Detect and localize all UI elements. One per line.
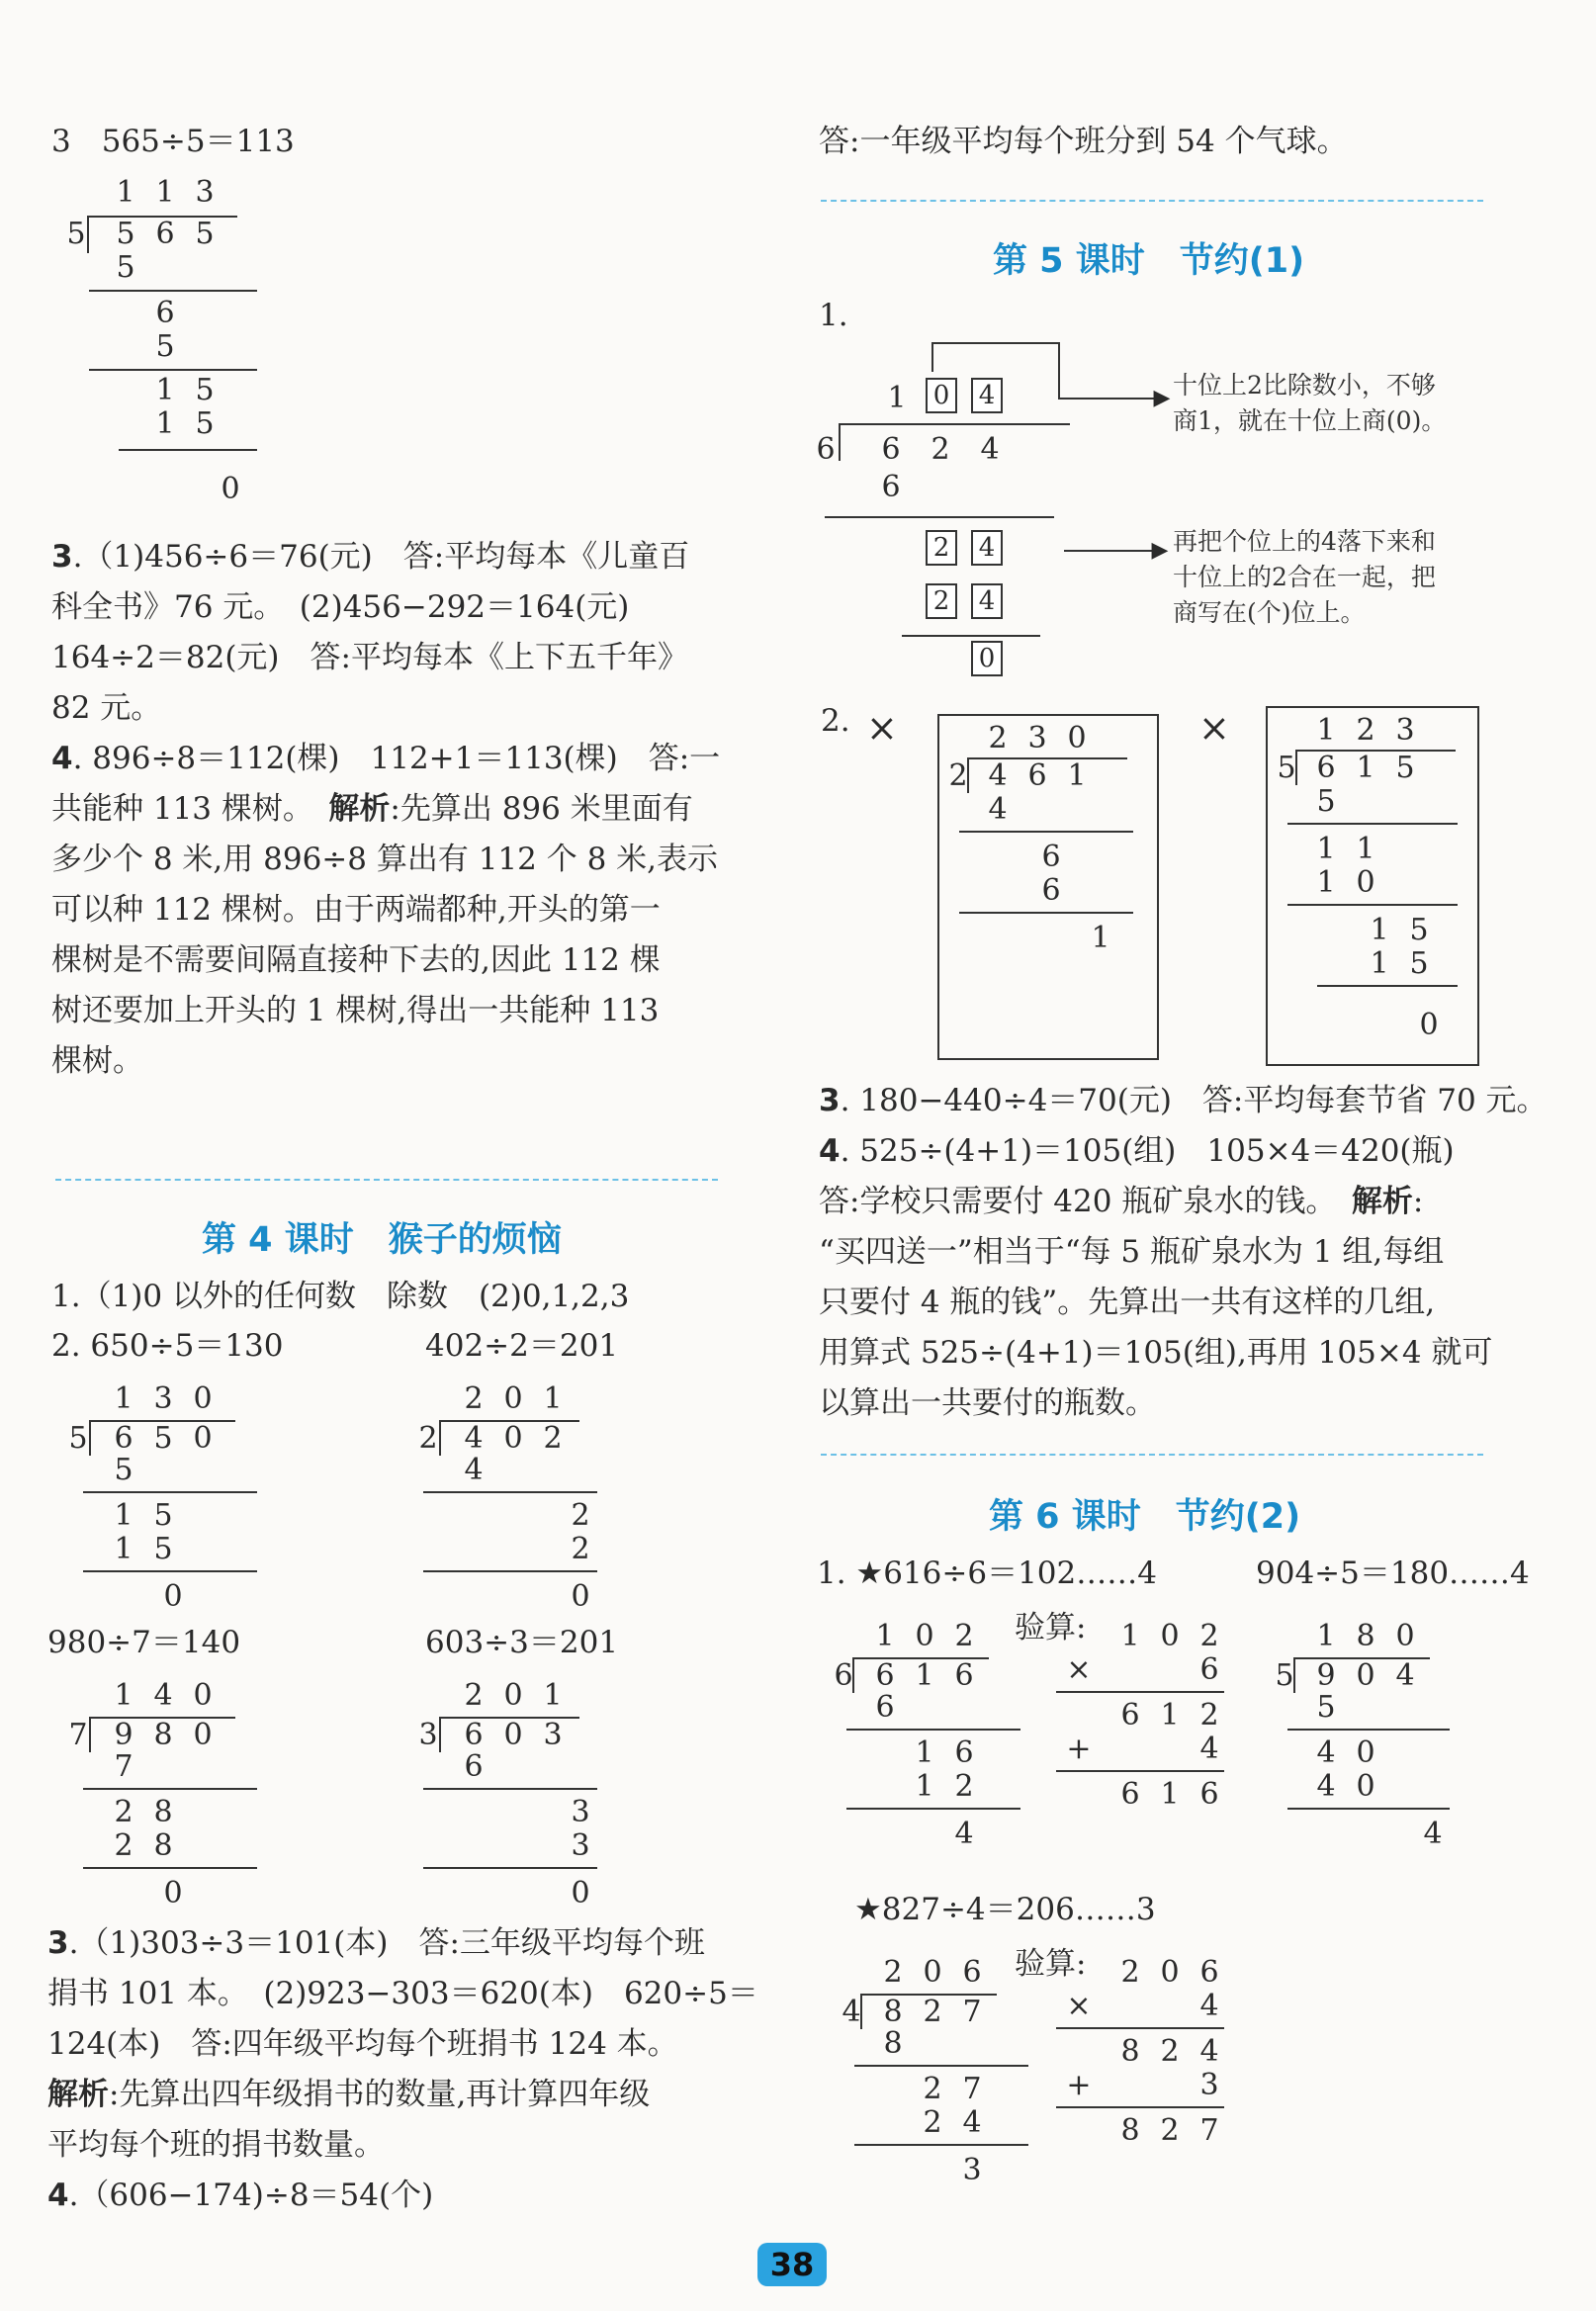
quotient-cell: 0 xyxy=(926,378,957,413)
digit: 1 xyxy=(915,1735,934,1770)
digit: 5 xyxy=(1316,784,1336,819)
digit: 9 xyxy=(114,1718,133,1752)
l4-q2b: 402÷2＝201 xyxy=(425,1328,619,1364)
text-line: 124(本) 答:四年级平均每个班捐书 124 本。 xyxy=(47,2026,678,2062)
text-line: 棵树是不需要间隔直接种下去的,因此 112 棵 xyxy=(51,942,661,978)
rule xyxy=(89,290,257,292)
rule xyxy=(1287,904,1458,906)
digit: 6 xyxy=(962,1955,982,1990)
digit: 2 xyxy=(923,2072,942,2106)
digit: 0 xyxy=(193,1678,213,1713)
text-line: 棵树。 xyxy=(51,1043,143,1079)
section-divider xyxy=(821,200,1483,202)
digit: 1 xyxy=(543,1381,563,1416)
text-line: 科全书》76 元。 (2)456−292＝164(元) xyxy=(51,589,630,625)
l6-q1a: 1. ★616÷6＝102……4 xyxy=(817,1555,1157,1591)
digit: 0 xyxy=(503,1678,523,1713)
divisor: 7 xyxy=(68,1718,88,1752)
digit: 1 xyxy=(1120,1619,1140,1653)
left-answer-block-1 xyxy=(51,532,720,1087)
l4-q2d: 603÷3＝201 xyxy=(425,1625,619,1660)
text-line: 答:学校只需要付 420 瓶矿泉水的钱。 解析: xyxy=(819,1184,1424,1219)
digit: 2 xyxy=(1160,2113,1180,2148)
divisor: 5 xyxy=(1275,1658,1294,1693)
rule xyxy=(1056,1770,1224,1772)
digit: 7 xyxy=(114,1749,133,1784)
digit: 1 xyxy=(114,1381,133,1416)
rule xyxy=(1056,2027,1224,2029)
lesson6-title: 第 6 课时 节约(2) xyxy=(989,1497,1301,1537)
digit: 6 xyxy=(1199,1777,1219,1812)
digit: 2 xyxy=(1199,1698,1219,1733)
rule xyxy=(83,1491,257,1493)
digit: 6 xyxy=(114,1421,133,1456)
quotient-cell: 4 xyxy=(971,378,1003,413)
digit: 3 xyxy=(153,1381,173,1416)
rule xyxy=(423,1491,597,1493)
digit: 4 xyxy=(980,432,1000,467)
division-bar xyxy=(841,423,1070,425)
digit: 4 xyxy=(1199,1732,1219,1766)
connector xyxy=(931,342,933,372)
digit: 6 xyxy=(954,1658,974,1693)
digit: 0 xyxy=(193,1718,213,1752)
digit: 0 xyxy=(221,472,240,506)
digit: 7 xyxy=(962,1995,982,2029)
lesson5-title: 第 5 课时 节约(1) xyxy=(993,241,1305,281)
digit: 6 xyxy=(1120,1777,1140,1812)
digit: 6 xyxy=(464,1749,484,1784)
digit: 0 xyxy=(923,1955,942,1990)
divisor: 2 xyxy=(948,758,968,793)
cross-mark: × xyxy=(866,706,898,750)
digit: 2 xyxy=(114,1795,133,1829)
text-line: 3.（1)456÷6＝76(元) 答:平均每本《儿童百 xyxy=(51,539,690,575)
text-line: 4. 525÷(4+1)＝105(组) 105×4＝420(瓶) xyxy=(819,1133,1455,1169)
digit: 1 xyxy=(155,175,175,210)
digit: 1 xyxy=(1316,713,1336,748)
text-line: 捐书 101 本。 (2)923−303＝620(本) 620÷5＝ xyxy=(47,1976,758,2011)
digit: 8 xyxy=(153,1795,173,1829)
digit: 8 xyxy=(883,2026,903,2061)
digit: 8 xyxy=(153,1718,173,1752)
digit: 0 xyxy=(1395,1619,1415,1653)
step-cell: 4 xyxy=(971,583,1003,619)
digit: 0 xyxy=(1356,1735,1375,1770)
note-line: 商1，就在十位上商(0)。 xyxy=(1173,406,1447,435)
digit: 0 xyxy=(503,1718,523,1752)
left-answer-block-2 xyxy=(47,1918,758,2221)
rule xyxy=(1317,985,1458,987)
digit: 6 xyxy=(1041,873,1061,908)
digit: 2 xyxy=(931,432,950,467)
digit: 1 xyxy=(155,406,175,441)
divisor: 5 xyxy=(1277,751,1296,785)
digit: 7 xyxy=(962,2072,982,2106)
digit: 2 xyxy=(923,2105,942,2140)
digit: 5 xyxy=(116,217,135,251)
digit: 4 xyxy=(464,1421,484,1456)
rule xyxy=(89,369,257,371)
divisor: 5 xyxy=(66,217,86,251)
section-divider xyxy=(55,1179,718,1181)
divisor: 5 xyxy=(68,1421,88,1456)
step-cell: 2 xyxy=(926,583,957,619)
rule xyxy=(423,1570,597,1572)
note-line: 十位上2比除数小，不够 xyxy=(1173,371,1436,400)
digit: 6 xyxy=(1199,1955,1219,1990)
l4-q2a: 2. 650÷5＝130 xyxy=(51,1328,284,1364)
digit: 8 xyxy=(883,1995,903,2029)
digit: 6 xyxy=(875,1690,895,1725)
l6-q1b: 904÷5＝180……4 xyxy=(1256,1555,1530,1591)
rule xyxy=(1287,1729,1450,1731)
section-divider xyxy=(821,1454,1483,1456)
divisor: 2 xyxy=(418,1421,438,1456)
arrow-line xyxy=(1064,550,1153,552)
page-number: 38 xyxy=(757,2243,827,2286)
digit: 0 xyxy=(1160,1955,1180,1990)
right-answer-block xyxy=(819,1076,1548,1429)
cross-mark: × xyxy=(1198,706,1230,750)
digit: 1 xyxy=(1067,758,1087,793)
rule xyxy=(83,1867,257,1869)
digit: 4 xyxy=(464,1453,484,1487)
digit: 2 xyxy=(571,1532,590,1566)
digit: 6 xyxy=(1316,751,1336,785)
lesson4-title: 第 4 课时 猴子的烦恼 xyxy=(202,1220,562,1260)
digit: 1 xyxy=(155,373,175,407)
text-line: 多少个 8 米,用 896÷8 算出有 112 个 8 米,表示 xyxy=(51,842,719,877)
digit: 5 xyxy=(1316,1690,1336,1725)
rule xyxy=(825,516,1054,518)
note-line: 商写在(个)位上。 xyxy=(1173,598,1366,627)
digit: 1 xyxy=(1316,1619,1336,1653)
text-line: 3.（1)303÷3＝101(本) 答:三年级平均每个班 xyxy=(47,1925,705,1961)
digit: 6 xyxy=(1041,840,1061,874)
digit: 6 xyxy=(1199,1652,1219,1687)
note-2 xyxy=(1173,524,1436,631)
digit: 6 xyxy=(1120,1698,1140,1733)
text-line: 3. 180−440÷4＝70(元) 答:平均每套节省 70 元。 xyxy=(819,1083,1548,1118)
text-line: 树还要加上开头的 1 棵树,得出一共能种 113 xyxy=(51,993,660,1028)
digit: 2 xyxy=(114,1828,133,1863)
digit: 0 xyxy=(163,1579,183,1614)
text-line: 164÷2＝82(元) 答:平均每本《上下五千年》 xyxy=(51,640,688,675)
l4-q2c: 980÷7＝140 xyxy=(47,1625,241,1660)
digit: 2 xyxy=(1160,2034,1180,2069)
digit: 1 xyxy=(543,1678,563,1713)
digit: 1 xyxy=(114,1532,133,1566)
digit: 0 xyxy=(1356,865,1375,900)
digit: 5 xyxy=(116,250,135,285)
digit: 0 xyxy=(1067,721,1087,756)
digit: 5 xyxy=(153,1498,173,1533)
rule xyxy=(423,1788,597,1790)
digit: 0 xyxy=(193,1381,213,1416)
arrow-line xyxy=(1058,398,1157,400)
arrow-head: ▶ xyxy=(1153,386,1171,410)
check-label: 验算: xyxy=(1015,1610,1087,1645)
digit: 5 xyxy=(114,1453,133,1487)
digit: 0 xyxy=(1419,1008,1439,1042)
digit: 2 xyxy=(1199,1619,1219,1653)
text-line: 共能种 113 棵树。 解析:先算出 896 米里面有 xyxy=(51,791,693,827)
digit: 5 xyxy=(1395,751,1415,785)
q2-label: 2. xyxy=(821,703,850,739)
rule xyxy=(1056,2106,1224,2108)
operator: × xyxy=(1066,1989,1092,2023)
rule xyxy=(1287,1808,1450,1810)
remainder-cell: 0 xyxy=(971,641,1003,676)
operator: + xyxy=(1066,1732,1092,1766)
divisor: 6 xyxy=(816,432,836,467)
digit: 4 xyxy=(988,792,1008,827)
digit: 1 xyxy=(1316,832,1336,866)
rule xyxy=(1056,1691,1224,1693)
digit: 2 xyxy=(543,1421,563,1456)
digit: 1 xyxy=(915,1658,934,1693)
rule xyxy=(959,912,1133,914)
digit: 3 xyxy=(195,175,215,210)
note-1 xyxy=(1173,368,1446,439)
digit: 1 xyxy=(1160,1698,1180,1733)
digit: 3 xyxy=(1395,713,1415,748)
digit: 7 xyxy=(1199,2113,1219,2148)
text-line: 以算出一共要付的瓶数。 xyxy=(819,1385,1156,1421)
note-line: 再把个位上的4落下来和 xyxy=(1173,527,1436,556)
digit: 2 xyxy=(1356,713,1375,748)
digit: 5 xyxy=(195,217,215,251)
digit: 1 xyxy=(1370,946,1389,981)
l6-q1c: ★827÷4＝206……3 xyxy=(854,1892,1156,1927)
digit: 6 xyxy=(155,217,175,251)
digit: 4 xyxy=(1395,1658,1415,1693)
digit: 1 xyxy=(1356,832,1375,866)
digit: 3 xyxy=(571,1795,590,1829)
connector xyxy=(1058,342,1060,398)
digit: 5 xyxy=(195,406,215,441)
digit: 2 xyxy=(923,1995,942,2029)
digit: 0 xyxy=(193,1421,213,1456)
digit: 4 xyxy=(1423,1817,1443,1851)
digit: 1 xyxy=(114,1678,133,1713)
digit: 5 xyxy=(1409,913,1429,947)
answer-line: 答:一年级平均每个班分到 54 个气球。 xyxy=(819,124,1348,159)
digit: 8 xyxy=(1120,2113,1140,2148)
text-line: 82 元。 xyxy=(51,690,162,726)
digit: 1 xyxy=(116,175,135,210)
check-label: 验算: xyxy=(1015,1946,1087,1982)
digit: 4 xyxy=(1199,2034,1219,2069)
digit: 6 xyxy=(881,470,901,504)
digit: 2 xyxy=(571,1498,590,1533)
rule xyxy=(119,449,257,451)
digit: 4 xyxy=(988,758,1008,793)
digit: 0 xyxy=(1356,1769,1375,1804)
digit: 1 xyxy=(1316,865,1336,900)
rule xyxy=(83,1570,257,1572)
text-line: 4. 896÷8＝112(棵) 112+1＝113(棵) 答:一 xyxy=(51,741,721,776)
digit: 1 xyxy=(114,1498,133,1533)
wrong-division-box-1 xyxy=(937,714,1159,1060)
digit: 8 xyxy=(153,1828,173,1863)
digit: 6 xyxy=(1027,758,1047,793)
digit: 5 xyxy=(155,329,175,364)
digit: 6 xyxy=(954,1735,974,1770)
digit: 2 xyxy=(883,1955,903,1990)
text-line: 解析:先算出四年级捐书的数量,再计算四年级 xyxy=(47,2077,651,2112)
digit: 2 xyxy=(1120,1955,1140,1990)
text-line: 用算式 525÷(4+1)＝105(组),再用 105×4 就可 xyxy=(819,1335,1493,1371)
wrong-division-box-2 xyxy=(1266,706,1479,1066)
digit: 0 xyxy=(1160,1619,1180,1653)
operator: + xyxy=(1066,2068,1092,2102)
digit: 2 xyxy=(954,1769,974,1804)
digit: 4 xyxy=(153,1678,173,1713)
step-cell: 2 xyxy=(926,530,957,566)
digit: 9 xyxy=(1316,1658,1336,1693)
digit: 1 xyxy=(1356,751,1375,785)
digit: 5 xyxy=(153,1532,173,1566)
digit: 0 xyxy=(503,1381,523,1416)
digit: 1 xyxy=(887,381,907,415)
operator: × xyxy=(1066,1652,1092,1687)
digit: 6 xyxy=(881,432,901,467)
digit: 8 xyxy=(1356,1619,1375,1653)
digit: 1 xyxy=(875,1619,895,1653)
digit: 5 xyxy=(195,373,215,407)
note-line: 十位上的2合在一起，把 xyxy=(1173,563,1436,591)
rule xyxy=(423,1867,597,1869)
q1-label: 1. xyxy=(819,298,848,333)
divisor: 4 xyxy=(842,1995,861,2029)
digit: 5 xyxy=(153,1421,173,1456)
digit: 0 xyxy=(915,1619,934,1653)
divisor: 3 xyxy=(418,1718,438,1752)
digit: 3 xyxy=(962,2153,982,2187)
text-line: 可以种 112 棵树。由于两端都种,开头的第一 xyxy=(51,892,661,928)
digit: 2 xyxy=(954,1619,974,1653)
digit: 0 xyxy=(571,1876,590,1911)
rule xyxy=(83,1788,257,1790)
digit: 1 xyxy=(1370,913,1389,947)
digit: 3 xyxy=(571,1828,590,1863)
digit: 4 xyxy=(962,2105,982,2140)
text-line: “买四送一”相当于“每 5 瓶矿泉水为 1 组,每组 xyxy=(819,1234,1445,1270)
digit: 4 xyxy=(1316,1769,1336,1804)
division-bracket xyxy=(839,423,841,461)
digit: 0 xyxy=(571,1579,590,1614)
text-line: 只要付 4 瓶的钱”。先算出一共有这样的几组, xyxy=(819,1285,1436,1320)
digit: 6 xyxy=(875,1658,895,1693)
text-line: 4.（606−174)÷8＝54(个) xyxy=(47,2178,434,2213)
digit: 2 xyxy=(988,721,1008,756)
l4-q1: 1.（1)0 以外的任何数 除数 (2)0,1,2,3 xyxy=(51,1279,630,1314)
digit: 4 xyxy=(1199,1989,1219,2023)
arrow-head: ▶ xyxy=(1151,538,1169,563)
rule xyxy=(854,2144,1028,2146)
digit: 3 xyxy=(543,1718,563,1752)
rule xyxy=(846,1729,1020,1731)
digit: 4 xyxy=(1316,1735,1336,1770)
left-item3-line: 3 565÷5＝113 xyxy=(51,124,295,159)
digit: 1 xyxy=(915,1769,934,1804)
rule xyxy=(959,831,1133,833)
digit: 0 xyxy=(1356,1658,1375,1693)
digit: 0 xyxy=(163,1876,183,1911)
step-cell: 4 xyxy=(971,530,1003,566)
digit: 5 xyxy=(1409,946,1429,981)
rule xyxy=(846,1808,1020,1810)
rule xyxy=(854,2065,1028,2067)
digit: 6 xyxy=(155,296,175,330)
rule xyxy=(1287,823,1458,825)
divisor: 6 xyxy=(834,1658,853,1693)
connector xyxy=(931,342,1058,344)
rule xyxy=(902,635,1040,637)
digit: 1 xyxy=(1160,1777,1180,1812)
digit: 6 xyxy=(464,1718,484,1752)
digit: 3 xyxy=(1027,721,1047,756)
digit: 4 xyxy=(954,1817,974,1851)
digit: 2 xyxy=(464,1678,484,1713)
digit: 2 xyxy=(464,1381,484,1416)
digit: 1 xyxy=(1091,921,1110,955)
digit: 0 xyxy=(503,1421,523,1456)
text-line: 平均每个班的捐书数量。 xyxy=(47,2127,385,2163)
digit: 3 xyxy=(1199,2068,1219,2102)
digit: 8 xyxy=(1120,2034,1140,2069)
